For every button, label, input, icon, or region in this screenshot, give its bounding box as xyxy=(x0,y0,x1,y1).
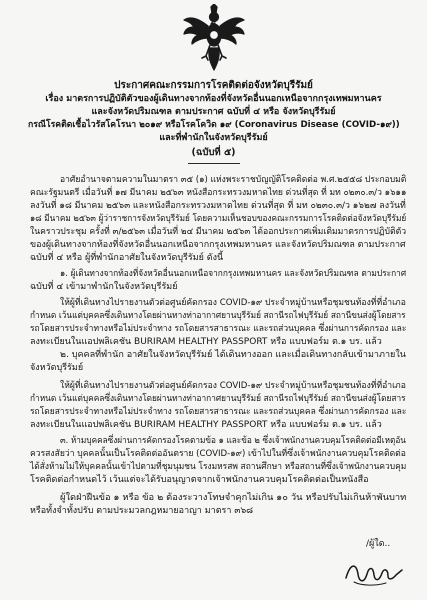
item-3-line: ๓. ห้ามบุคคลซึ่งผ่านการคัดกรองโรคตามข้อ ๑ และข้อ ๒ ซึ่งเจ้าพนักงานควบคุมโรคติดต่อมีเหตุอัน xyxy=(60,436,406,446)
item-2-body-line: กำหนด เว้นแต่บุคคลซึ่งเดินทางโดยผ่านทางท่าอากาศยานบุรีรัมย์ สถานีรถไฟบุรีรัมย์ สถานีขนส่งผู้โดยสาร xyxy=(30,394,406,404)
subject-line: เรื่อง มาตรการปฏิบัติตัวของผู้เดินทางจากท้องที่จังหวัดอื่นนอกเหนือจากกรุงเทพมหานคร xyxy=(45,94,382,104)
preamble-line: ๑๘ มีนาคม ๒๕๖๓ ผู้ว่าราชการจังหวัดบุรีรัมย์ โดยความเห็นชอบของคณะกรรมการโรคติดต่อจังหวัดบุรีรัมย์ xyxy=(30,214,407,224)
item-3-line: โรคติดต่อกำหนดไว้ เว้นแต่จะได้รับอนุญาตจากเจ้าพนักงานควบคุมโรคติดต่อเป็นหนังสือ xyxy=(30,475,369,485)
item-3-line: ได้สั่งห้ามไม่ให้บุคคลนั้นเข้าไปตามที่ชุมนุมชน โรงมหรสพ สถานศึกษา หรือสถานที่ซึ่งเจ้าพนักงานควบคุม xyxy=(30,462,407,472)
item-2-body xyxy=(30,380,406,432)
item-1-body-line: ให้ผู้ที่เดินทางไปรายงานตัวต่อศูนย์คัดกรอง COVID-๑๙ ประจำหมู่บ้านหรือชุมชนท้องที่ที่อำเภอ xyxy=(60,298,406,308)
subject-line: และที่พำนักในจังหวัดบุรีรัมย์ xyxy=(159,133,268,143)
item-1-heading xyxy=(30,268,406,294)
item-2-body-line: รถโดยสารประจำทางหรือไม่ประจำทาง รถโดยสารสาธารณะ และรถส่วนบุคคล ซึ่งผ่านการคัดกรอง และ xyxy=(30,407,407,417)
penalty-paragraph xyxy=(30,492,406,518)
preamble-line: อาศัยอำนาจตามความในมาตรา ๓๕ (๑) แห่งพระราชบัญญัติโรคติดต่อ พ.ศ.๒๕๕๘ ประกอบมติ xyxy=(60,175,407,185)
preamble-line: คณะรัฐมนตรี เมื่อวันที่ ๑๗ มีนาคม ๒๕๖๓ หนังสือกระทรวงมหาดไทย ด่วนที่สุด ที่ มท ๐๒๓๐.๓/ว ๑๖๑๑ xyxy=(30,188,407,198)
penalty-line: หรือทั้งจำทั้งปรับ ตามประมวลกฎหมายอาญา มาตรา ๓๖๘ xyxy=(30,506,254,516)
item-1-heading-line: ๑. ผู้เดินทางจากท้องที่จังหวัดอื่นนอกเหนือจากกรุงเทพมหานคร และจังหวัดปริมณฑล ตามประกาศ xyxy=(60,269,407,279)
garuda-emblem xyxy=(182,4,246,72)
item-2-body-line: ลงทะเบียนในแอปพลิเคชัน BURIRAM HEALTHY PASSPORT หรือ แบบฟอร์ม ต.๑ บร. แล้ว xyxy=(30,420,382,430)
item-1-body-line: กำหนด เว้นแต่บุคคลซึ่งเดินทางโดยผ่านทางท่าอากาศยานบุรีรัมย์ สถานีรถไฟบุรีรัมย์ สถานีขนส่งผู้โดยสาร xyxy=(30,311,406,321)
item-3-paragraph xyxy=(30,435,406,487)
document-title: ประกาศคณะกรรมการโรคติดต่อจังหวัดบุรีรัมย์ xyxy=(114,80,313,91)
preamble-line: ของผู้เดินทางจากท้องที่จังหวัดอื่นนอกเหนือจากกรุงเทพมหานคร และจังหวัดปริมณฑล ตามประกาศ xyxy=(30,240,406,250)
issue-number: (ฉบับที่ ๕) xyxy=(191,147,236,158)
subject-block xyxy=(0,93,427,145)
item-1-body-line: รถโดยสารประจำทางหรือไม่ประจำทาง รถโดยสารสาธารณะ และรถส่วนบุคคล ซึ่งผ่านการคัดกรอง และ xyxy=(30,324,407,334)
item-2-heading-line: จังหวัดบุรีรัมย์ xyxy=(30,363,84,373)
subject-line: และจังหวัดปริมณฑล ตามประกาศ ฉบับที่ ๔ หรือ จังหวัดบุรีรัมย์ xyxy=(91,107,336,117)
preamble-line: ฉบับที่ ๔ หรือ ผู้ที่พำนักอาศัยในจังหวัดบุรีรัมย์ ดังนี้ xyxy=(30,253,224,263)
item-3-line: ควรสงสัยว่า บุคคลนั้นเป็นโรคติดต่ออันตราย (COVID-๑๙) เข้าไปในที่ซึ่งเจ้าพนักงานควบคุมโรคติดต่อ xyxy=(30,449,406,459)
item-1-body-line: ลงทะเบียนในแอปพลิเคชัน BURIRAM HEALTHY PASSPORT หรือ แบบฟอร์ม ต.๑ บร. แล้ว xyxy=(30,337,382,347)
item-2-body-line: ให้ผู้ที่เดินทางไปรายงานตัวต่อศูนย์คัดกรอง COVID-๑๙ ประจำหมู่บ้านหรือชุมชนท้องที่ที่อำเภอ xyxy=(60,381,406,391)
item-2-heading-line: ๒. บุคคลที่พำนัก อาศัยในจังหวัดบุรีรัมย์ ได้เดินทางออก และเมื่อเดินทางกลับเข้ามาภายใน xyxy=(60,350,406,360)
penalty-line: ผู้ใดฝ่าฝืนข้อ ๑ หรือ ข้อ ๒ ต้องระวางโทษจำคุกไม่เกิน ๑๐ วัน หรือปรับไม่เกินห้าพันบาท xyxy=(60,493,407,503)
item-1-heading-line: ฉบับที่ ๔ เข้ามาพำนักในจังหวัดบุรีรัมย์ xyxy=(30,282,178,292)
subject-line: กรณีโรคติดเชื้อไวรัสโคโรนา ๒๐๑๙ หรือโรคโควิด ๑๙ (Coronavirus Disease (COVID-๑๙)) xyxy=(27,120,400,130)
preamble-line: ในคราวประชุม ครั้งที่ ๓/๒๕๖๓ เมื่อวันที่ ๒๔ มีนาคม ๒๕๖๓ ได้ออกประกาศเพิ่มเติมมาตรการปฏิบัติตัว xyxy=(30,227,407,237)
item-1-body xyxy=(30,297,406,349)
preamble-paragraph xyxy=(30,174,406,265)
item-2-heading xyxy=(30,349,406,375)
signature xyxy=(342,556,406,590)
continuation-marker: /ผู้ใด.. xyxy=(366,539,391,549)
preamble-line: ลงวันที่ ๑๘ มีนาคม ๒๕๖๓ และหนังสือกระทรวงมหาดไทย ด่วนที่สุด ที่ มท ๐๒๓๐.๓/ว ๑๖๒๗ ลงวันที่ xyxy=(30,201,406,211)
title-divider xyxy=(188,163,240,164)
